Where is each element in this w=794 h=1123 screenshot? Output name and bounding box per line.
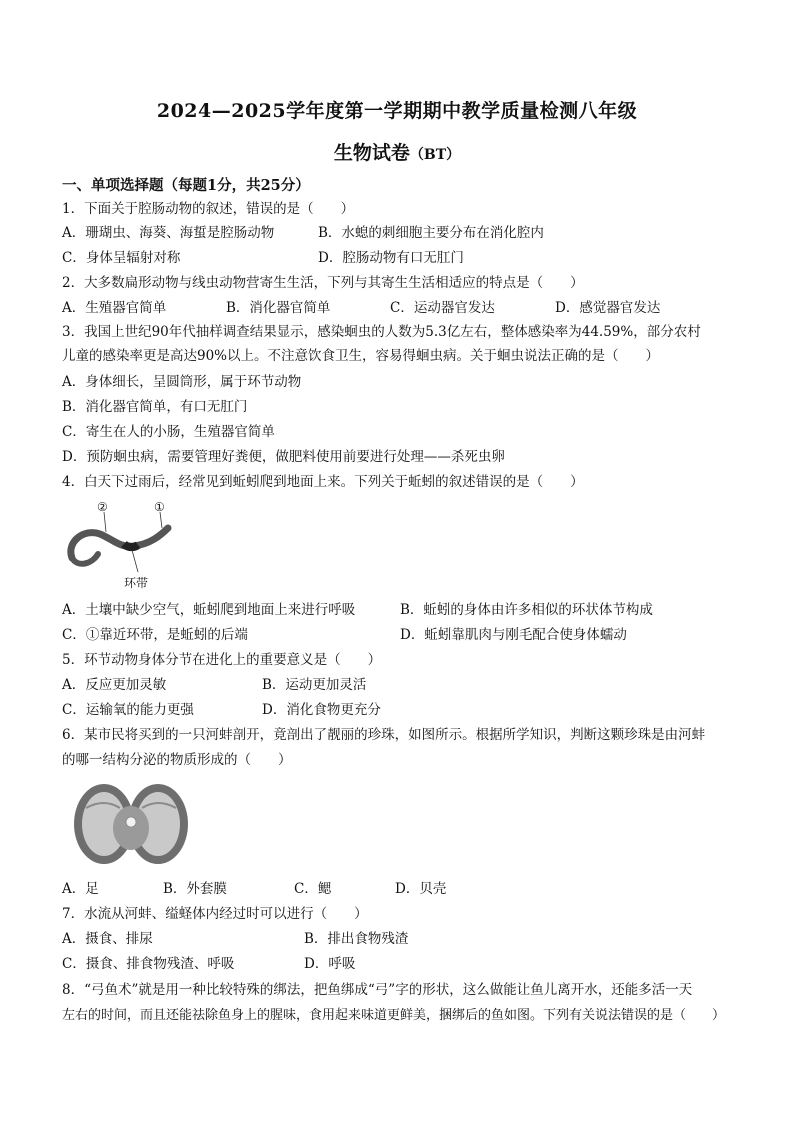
q7-option-a: A．摄食、排尿 bbox=[62, 931, 153, 947]
q2-option-d: D．感觉器官发达 bbox=[555, 300, 661, 316]
q6-option-a: A．足 bbox=[62, 881, 99, 897]
q6-option-d: D．贝壳 bbox=[395, 881, 447, 897]
q6-option-c: C．鳃 bbox=[294, 881, 332, 897]
q7-stem: 7．水流从河蚌、缢蛏体内经过时可以进行（ ） bbox=[62, 906, 368, 922]
q1-stem: 1．下面关于腔肠动物的叙述，错误的是（ ） bbox=[62, 201, 355, 217]
q1-option-b: B．水螅的刺细胞主要分布在消化腔内 bbox=[318, 225, 544, 241]
earthworm-clitellum bbox=[124, 544, 138, 547]
mussel-figure bbox=[72, 778, 190, 868]
q6-option-b: B．外套膜 bbox=[163, 881, 227, 897]
q7-option-c: C．摄食、排食物残渣、呼吸 bbox=[62, 956, 235, 972]
q5-option-d: D．消化食物更充分 bbox=[262, 702, 381, 718]
mussel-photo bbox=[72, 778, 190, 868]
fig-label-1: ① bbox=[154, 500, 165, 514]
q6-stem-line2: 的哪一结构分泌的物质形成的（ ） bbox=[62, 752, 292, 768]
q6-stem-line1: 6．某市民将买到的一只河蚌剖开，竟剖出了靓丽的珍珠，如图所示。根据所学知识，判断这颗珍珠是由河蚌 bbox=[62, 727, 706, 743]
q5-option-b: B．运动更加灵活 bbox=[262, 677, 367, 693]
earthworm-figure bbox=[62, 498, 180, 592]
pearl bbox=[126, 817, 136, 827]
q4-option-b: B．蚯蚓的身体由许多相似的环状体节构成 bbox=[400, 602, 653, 618]
mussel-body bbox=[113, 806, 149, 850]
q3-stem-line1: 3．我国上世纪90年代抽样调查结果显示，感染蛔虫的人数为5.3亿左右，整体感染率为44.59%，部分农村 bbox=[62, 324, 701, 340]
label-2-leader bbox=[104, 512, 106, 532]
q3-option-d: D．预防蛔虫病，需要管理好粪便，做肥料使用前要进行处理——杀死虫卵 bbox=[62, 449, 505, 465]
q4-option-a: A．土壤中缺少空气，蚯蚓爬到地面上来进行呼吸 bbox=[62, 602, 356, 618]
q5-stem: 5．环节动物身体分节在进化上的重要意义是（ ） bbox=[62, 652, 382, 668]
fig-label-2: ② bbox=[97, 500, 108, 514]
q5-option-c: C．运输氧的能力更强 bbox=[62, 702, 194, 718]
q8-stem-line1: 8．“弓鱼术”就是用一种比较特殊的绑法，把鱼绑成“弓”字的形状，这么做能让鱼儿离开水，还能多活一天 bbox=[62, 982, 693, 998]
exam-title: 2024—2025学年度第一学期期中教学质量检测八年级 bbox=[156, 100, 638, 122]
q3-option-b: B．消化器官简单，有口无肛门 bbox=[62, 399, 248, 415]
q1-option-c: C．身体呈辐射对称 bbox=[62, 250, 181, 266]
q4-option-c: C．①靠近环带，是蚯蚓的后端 bbox=[62, 627, 248, 643]
q3-option-c: C．寄生在人的小肠，生殖器官简单 bbox=[62, 424, 275, 440]
label-1-leader bbox=[160, 512, 162, 528]
q5-option-a: A．反应更加灵敏 bbox=[62, 677, 167, 693]
q7-option-d: D．呼吸 bbox=[304, 956, 356, 972]
section-heading: 一、单项选择题（每题1分，共25分） bbox=[62, 177, 310, 194]
q4-option-d: D．蚯蚓靠肌肉与刚毛配合使身体蠕动 bbox=[400, 627, 627, 643]
subtitle-main: 生物试卷 bbox=[333, 142, 410, 164]
q1-option-a: A．珊瑚虫、海葵、海蜇是腔肠动物 bbox=[62, 225, 275, 241]
q3-option-a: A．身体细长，呈圆筒形，属于环节动物 bbox=[62, 374, 302, 390]
q8-stem-line2: 左右的时间，而且还能祛除鱼身上的腥味，食用起来味道更鲜美，捆绑后的鱼如图。下列有关说法错误的是（ ） bbox=[62, 1008, 726, 1023]
q3-stem-line2: 儿童的感染率更是高达90%以上。不注意饮食卫生，容易得蛔虫病。关于蛔虫说法正确的是（ ） bbox=[62, 348, 660, 364]
fig-caption-clitellum: 环带 bbox=[124, 576, 149, 590]
caption-leader bbox=[132, 550, 138, 572]
earthworm-tail bbox=[72, 554, 98, 564]
q7-option-b: B．排出食物残渣 bbox=[304, 931, 409, 947]
exam-subtitle bbox=[0, 138, 794, 165]
q2-stem: 2．大多数扁形动物与线虫动物营寄生生活，下列与其寄生生活相适应的特点是（ ） bbox=[62, 275, 584, 291]
earthworm-body bbox=[71, 528, 168, 558]
q4-stem: 4．白天下过雨后，经常见到蚯蚓爬到地面上来。下列关于蚯蚓的叙述错误的是（ ） bbox=[62, 474, 584, 490]
q2-option-b: B．消化器官简单 bbox=[226, 300, 331, 316]
q2-option-c: C．运动器官发达 bbox=[390, 300, 495, 316]
subtitle-tag: （BT） bbox=[409, 147, 461, 163]
q1-option-d: D．腔肠动物有口无肛门 bbox=[318, 250, 464, 266]
q2-option-a: A．生殖器官简单 bbox=[62, 300, 167, 316]
